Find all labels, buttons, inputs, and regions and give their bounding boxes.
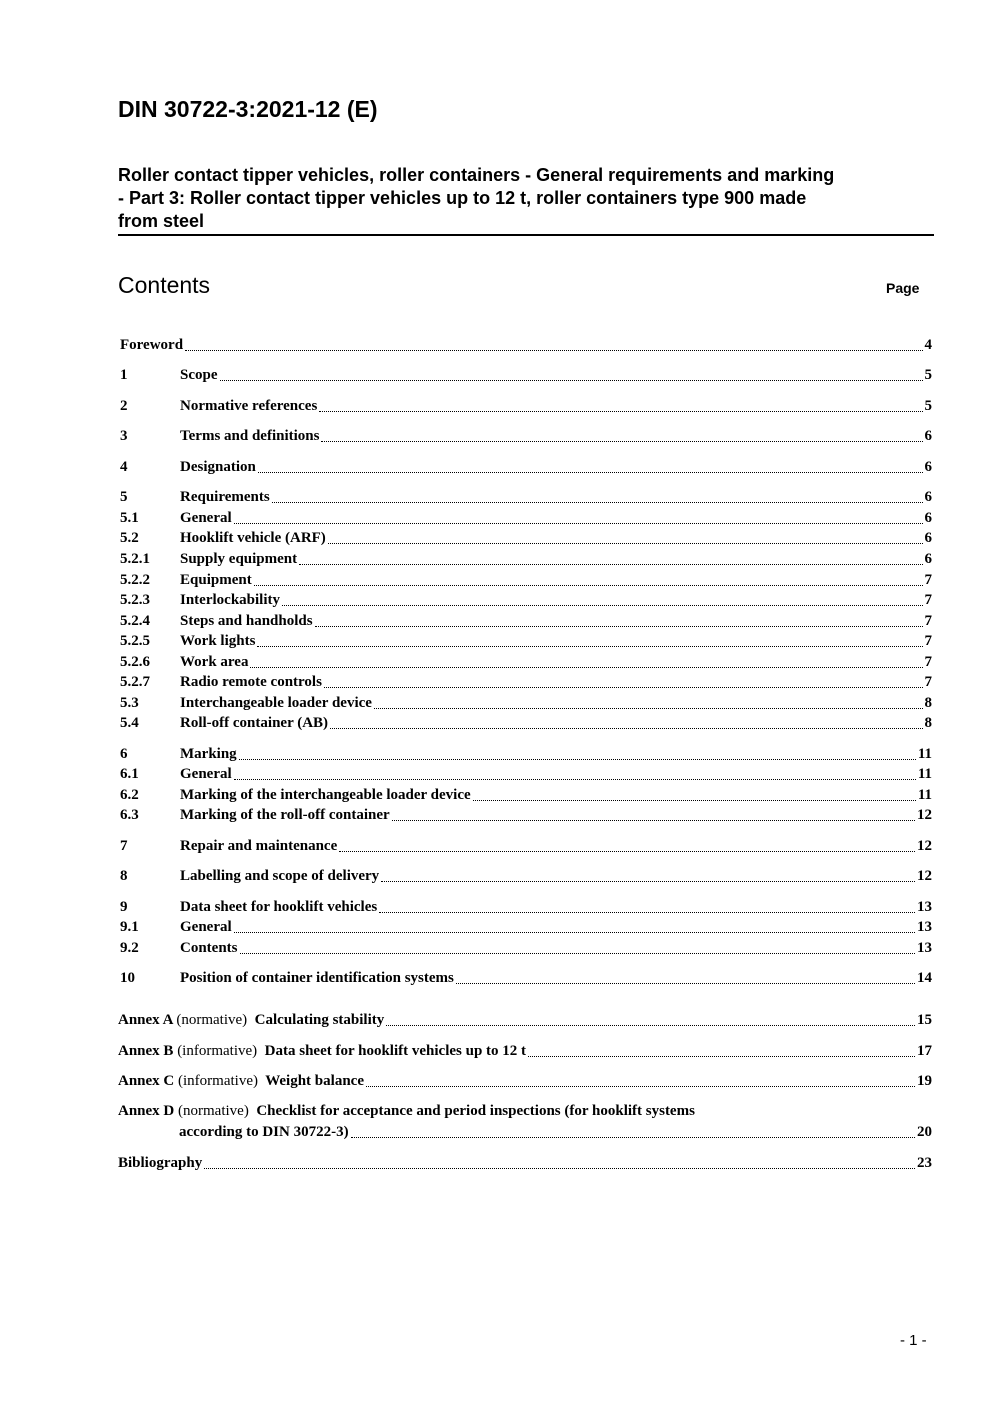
- page-column-heading: Page: [886, 280, 920, 296]
- toc-entry-number: 9.1: [120, 919, 139, 935]
- toc-entry-page: 4: [924, 337, 932, 353]
- toc-dot-leader: [328, 542, 923, 544]
- toc-entry[interactable]: [120, 838, 932, 857]
- annex-entry-page: 15: [917, 1012, 932, 1028]
- toc-dot-leader: [282, 604, 923, 606]
- toc-entry[interactable]: [120, 766, 932, 785]
- annex-entry-page: 19: [917, 1073, 932, 1089]
- toc-entry[interactable]: [120, 940, 932, 959]
- annex-entry-title: [118, 1012, 384, 1029]
- toc-entry-title: Marking: [180, 746, 237, 762]
- toc-dot-leader: [366, 1085, 915, 1087]
- toc-entry-page: 6: [924, 551, 932, 567]
- toc-dot-leader: [240, 952, 915, 954]
- toc-entry[interactable]: [120, 398, 932, 417]
- toc-entry-title: Hooklift vehicle (ARF): [180, 530, 326, 546]
- toc-entry-title: Marking of the interchangeable loader device: [180, 787, 471, 803]
- toc-entry-number: 5: [120, 489, 128, 505]
- toc-dot-leader: [250, 666, 922, 668]
- toc-dot-leader: [324, 686, 923, 688]
- toc-entry-page: 6: [924, 459, 932, 475]
- toc-dot-leader: [185, 349, 922, 351]
- toc-entry-title: Marking of the roll-off container: [180, 807, 390, 823]
- toc-dot-leader: [239, 758, 916, 760]
- toc-entry[interactable]: [120, 428, 932, 447]
- toc-entry[interactable]: [120, 787, 932, 806]
- toc-dot-leader: [272, 501, 923, 503]
- toc-entry-page: 8: [924, 695, 932, 711]
- toc-entry-number: 5.2.4: [120, 613, 150, 629]
- toc-entry[interactable]: [120, 572, 932, 591]
- toc-entry-number: 10: [120, 970, 135, 986]
- toc-dot-leader: [386, 1024, 915, 1026]
- toc-dot-leader: [234, 778, 916, 780]
- toc-entry[interactable]: [120, 551, 932, 570]
- toc-entry-title: Scope: [180, 367, 218, 383]
- toc-entry-title: Equipment: [180, 572, 252, 588]
- subtitle-line: from steel: [118, 211, 205, 231]
- toc-entry-page: 14: [917, 970, 932, 986]
- toc-dot-leader: [374, 707, 923, 709]
- toc-entry-number: 2: [120, 398, 128, 414]
- toc-entry-page: 13: [917, 899, 932, 915]
- toc-dot-leader: [234, 522, 923, 524]
- toc-entry-title: Designation: [180, 459, 256, 475]
- annex-entry[interactable]: [118, 1012, 932, 1031]
- toc-entry-page: 6: [924, 428, 932, 444]
- toc-entry[interactable]: [120, 746, 932, 765]
- toc-entry-number: 5.2.7: [120, 674, 150, 690]
- toc-entry-number: 5.2.6: [120, 654, 150, 670]
- toc-entry-page: 11: [917, 787, 932, 803]
- toc-entry-page: 7: [924, 592, 932, 608]
- annex-type: (normative): [178, 1103, 249, 1119]
- annex-title: Data sheet for hooklift vehicles up to 12 t: [264, 1043, 527, 1059]
- toc-entry-title: Work lights: [180, 633, 256, 649]
- toc-entry[interactable]: [120, 868, 932, 887]
- toc-entry-title: Interchangeable loader device: [180, 695, 372, 711]
- toc-entry-title: Foreword: [120, 337, 184, 353]
- toc-entry-title: Labelling and scope of delivery: [180, 868, 380, 884]
- toc-entry-title: Interlockability: [180, 592, 280, 608]
- toc-entry-title: General: [180, 919, 232, 935]
- toc-entry-title: General: [180, 510, 232, 526]
- toc-entry-number: 7: [120, 838, 128, 854]
- toc-entry-page: 13: [917, 919, 932, 935]
- toc-entry-page: 7: [924, 572, 932, 588]
- toc-entry[interactable]: [120, 970, 932, 989]
- toc-entry-page: 11: [917, 766, 932, 782]
- toc-entry-number: 9: [120, 899, 128, 915]
- toc-entry-number: 9.2: [120, 940, 139, 956]
- toc-entry-number: 3: [120, 428, 128, 444]
- toc-dot-leader: [220, 379, 923, 381]
- annex-entry-page: 17: [917, 1043, 932, 1059]
- toc-dot-leader: [379, 911, 915, 913]
- toc-entry-page: 7: [924, 674, 932, 690]
- toc-entry[interactable]: [120, 919, 932, 938]
- toc-dot-leader: [257, 645, 922, 647]
- annex-label: Annex A: [118, 1012, 173, 1028]
- toc-entry-title: Requirements: [180, 489, 270, 505]
- annex-type: (informative): [178, 1073, 258, 1089]
- toc-entry[interactable]: [120, 367, 932, 386]
- toc-entry-title: Normative references: [180, 398, 318, 414]
- toc-dot-leader: [381, 880, 915, 882]
- annex-entry-title: [118, 1043, 526, 1060]
- contents-heading: Contents: [118, 272, 211, 298]
- toc-entry-number: 5.2.3: [120, 592, 150, 608]
- bibliography-title: Bibliography: [118, 1155, 203, 1171]
- annex-type: (normative): [176, 1012, 248, 1028]
- toc-entry-number: 5.2.5: [120, 633, 150, 649]
- toc-entry-page: 12: [917, 807, 932, 823]
- toc-dot-leader: [456, 982, 915, 984]
- toc-entry-title: Supply equipment: [180, 551, 298, 567]
- annex-title: Weight balance: [265, 1073, 364, 1089]
- annex-entry[interactable]: [118, 1043, 932, 1062]
- toc-entry-page: 6: [924, 489, 932, 505]
- annex-title: Checklist for acceptance and period inspections (for hooklift systems: [256, 1103, 695, 1119]
- toc-dot-leader: [299, 563, 922, 565]
- toc-dot-leader: [254, 584, 923, 586]
- toc-dot-leader: [315, 625, 923, 627]
- toc-entry-number: 6.2: [120, 787, 139, 803]
- toc-entry-number: 1: [120, 367, 128, 383]
- toc-entry[interactable]: [120, 695, 932, 714]
- toc-entry[interactable]: [120, 510, 932, 529]
- toc-entry-title: Radio remote controls: [180, 674, 322, 690]
- annex-entry-continuation[interactable]: [179, 1124, 932, 1143]
- toc-entry-number: 5.2.2: [120, 572, 150, 588]
- toc-entry-number: 5.1: [120, 510, 139, 526]
- annex-label: Annex C: [118, 1073, 175, 1089]
- toc-entry[interactable]: [120, 613, 932, 632]
- toc-entry-title: Steps and handholds: [180, 613, 313, 629]
- annex-entry-title: [118, 1073, 364, 1090]
- toc-entry-number: 5.2.1: [120, 551, 150, 567]
- toc-entry-page: 7: [924, 613, 932, 629]
- document-subtitle: [118, 164, 934, 236]
- toc-dot-leader: [473, 799, 916, 801]
- footer-page-number: - 1 -: [900, 1332, 927, 1349]
- toc-entry-page: 6: [924, 510, 932, 526]
- toc-entry[interactable]: [120, 654, 932, 673]
- toc-entry-page: 5: [924, 398, 932, 414]
- toc-entry-number: 6.1: [120, 766, 139, 782]
- toc-entry-page: 8: [924, 715, 932, 731]
- toc-entry-number: 8: [120, 868, 128, 884]
- toc-entry-page: 5: [924, 367, 932, 383]
- toc-entry[interactable]: [120, 715, 932, 734]
- document-title: DIN 30722-3:2021-12 (E): [118, 96, 378, 122]
- toc-dot-leader: [204, 1167, 915, 1169]
- toc-dot-leader: [339, 850, 915, 852]
- toc-entry[interactable]: [120, 592, 932, 611]
- subtitle-line: - Part 3: Roller contact tipper vehicles up to 12 t, roller containers type 900 made: [118, 188, 807, 208]
- toc-dot-leader: [321, 440, 922, 442]
- toc-entry[interactable]: [120, 530, 932, 549]
- toc-entry-page: 12: [917, 838, 932, 854]
- toc-entry-page: 11: [917, 746, 932, 762]
- annex-entry[interactable]: [118, 1073, 932, 1092]
- toc-entry-number: 5.2: [120, 530, 139, 546]
- toc-entry-page: 7: [924, 633, 932, 649]
- toc-dot-leader: [258, 471, 923, 473]
- toc-dot-leader: [528, 1055, 915, 1057]
- toc-entry-number: 5.3: [120, 695, 139, 711]
- annex-title-continuation: according to DIN 30722-3): [179, 1124, 349, 1140]
- toc-entry-title: Repair and maintenance: [180, 838, 338, 854]
- toc-entry[interactable]: [120, 899, 932, 918]
- toc-entry[interactable]: [120, 674, 932, 693]
- toc-entry[interactable]: [120, 459, 932, 478]
- annex-label: Annex D: [118, 1103, 175, 1119]
- toc-dot-leader: [330, 727, 922, 729]
- toc-entry-number: 5.4: [120, 715, 139, 731]
- annex-title: Calculating stability: [254, 1012, 385, 1028]
- toc-entry-page: 7: [924, 654, 932, 670]
- toc-entry-title: Contents: [180, 940, 238, 956]
- toc-entry-page: 12: [917, 868, 932, 884]
- bibliography-page: 23: [917, 1155, 932, 1171]
- toc-entry-title: Position of container identification systems: [180, 970, 454, 986]
- toc-entry[interactable]: [120, 337, 932, 356]
- toc-entry-title: Work area: [180, 654, 249, 670]
- toc-entry-page: 6: [924, 530, 932, 546]
- annex-entry[interactable]: [118, 1103, 695, 1120]
- toc-entry-page: 13: [917, 940, 932, 956]
- annex-entry-page: 20: [917, 1124, 932, 1140]
- annex-type: (informative): [177, 1043, 258, 1059]
- toc-dot-leader: [319, 410, 922, 412]
- toc-dot-leader: [351, 1136, 915, 1138]
- toc-entry-number: 4: [120, 459, 128, 475]
- toc-entry-number: 6.3: [120, 807, 139, 823]
- bibliography-entry[interactable]: [118, 1155, 932, 1174]
- toc-entry-title: General: [180, 766, 232, 782]
- toc-entry-number: 6: [120, 746, 128, 762]
- toc-entry[interactable]: [120, 807, 932, 826]
- toc-entry-title: Terms and definitions: [180, 428, 320, 444]
- toc-entry[interactable]: [120, 633, 932, 652]
- toc-entry-title: Roll-off container (AB): [180, 715, 329, 731]
- subtitle-line: Roller contact tipper vehicles, roller containers - General requirements and marking: [118, 165, 835, 185]
- toc-entry[interactable]: [120, 489, 932, 508]
- toc-entry-title: Data sheet for hooklift vehicles: [180, 899, 378, 915]
- toc-dot-leader: [234, 931, 915, 933]
- toc-dot-leader: [392, 819, 915, 821]
- annex-label: Annex B: [118, 1043, 174, 1059]
